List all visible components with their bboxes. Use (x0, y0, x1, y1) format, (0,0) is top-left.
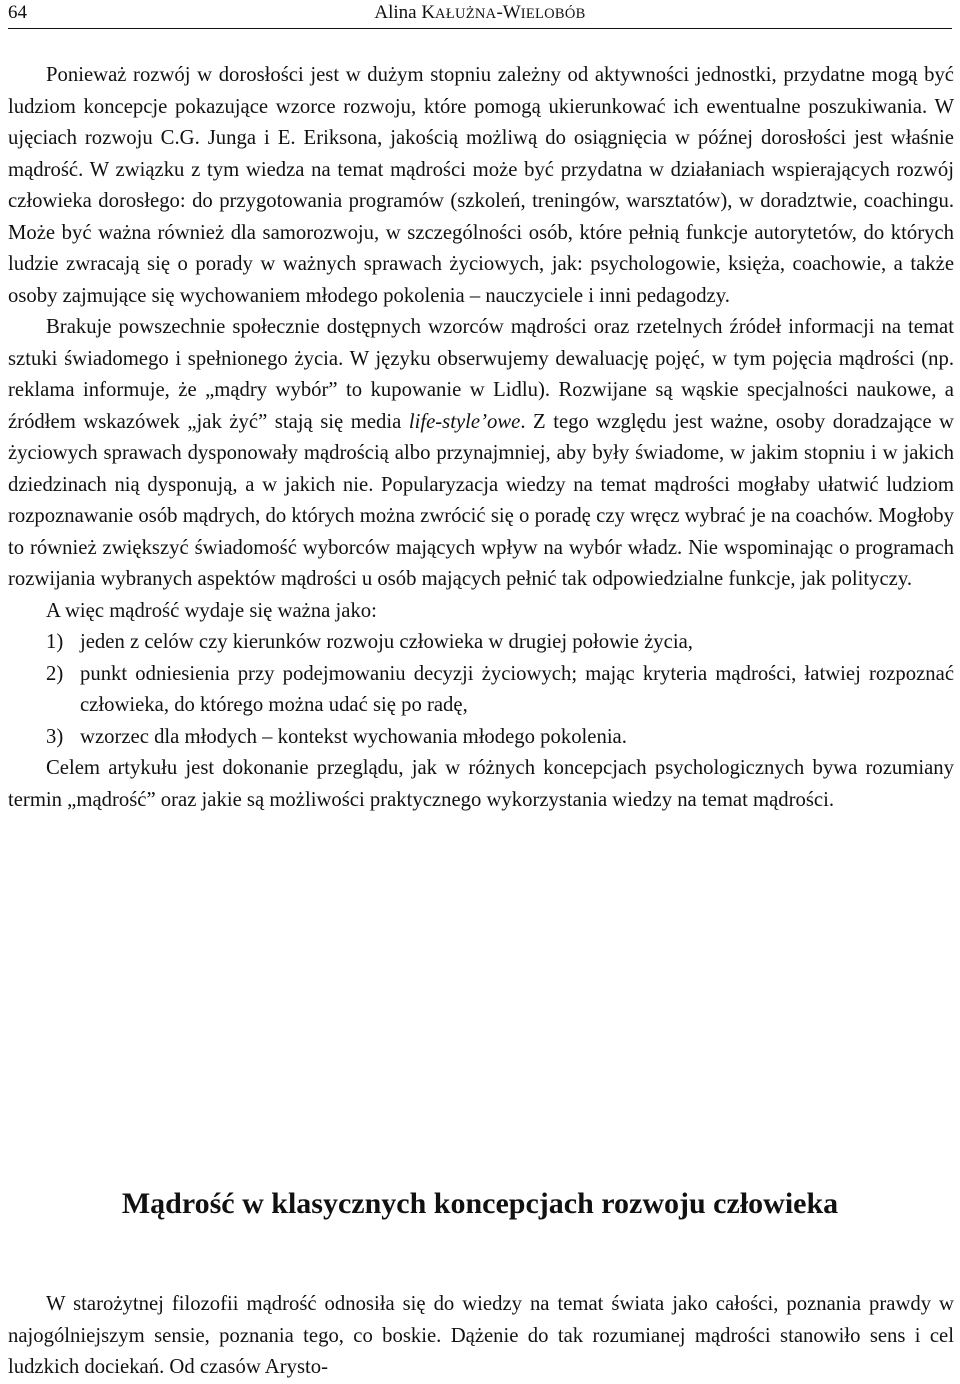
closing-paragraph: Celem artykułu jest dokonanie przeglądu, jak w różnych koncepcjach psychologicznych bywa rozumiany termin „mądrość” oraz jakie są możliwości praktycznego wykorzystania wiedzy na temat mądrości. (8, 757, 954, 811)
author-first: Alina (374, 2, 422, 23)
list-item (8, 722, 954, 754)
running-head-author (8, 2, 952, 24)
paragraph-2-italic: life-style’owe (408, 410, 521, 433)
list-item-number: 1) (46, 631, 64, 653)
list-item-text: jeden z celów czy kierunków rozwoju człowieka w drugiej połowie życia, (80, 631, 693, 653)
page-number: 64 (8, 2, 27, 23)
list-intro: A więc mądrość wydaje się ważna jako: (46, 599, 377, 622)
section-paragraph: W starożytnej filozofii mądrość odnosiła się do wiedzy na temat świata jako całości, poznania prawdy w najogólniejszym sensie, poznania tego, co boskie. Dążenie do tak rozumianej mądrości stanowiło sens i cel ludzkich dociekań. Od czasów Arysto- (8, 1293, 954, 1378)
author-sc2: IELOBÓB (520, 6, 586, 22)
paragraph-1: Ponieważ rozwój w dorosłości jest w dużym stopniu zależny od aktywności jednostki, przydatne mogą być ludziom koncepcje pokazujące wzorce rozwoju, które pomogą ukierunkować ich ewentualne poszukiwania. W ujęciach rozwoju C.G. Junga i E. Eriksona, jakością możliwą do osiągnięcia w późnej dorosłości jest właśnie mądrość. W związku z tym wiedza na temat mądrości może być przydatna w działaniach wspierających rozwój człowieka dorosłego: do przygotowania programów (szkoleń, treningów, warsztatów), w doradztwie, coachingu. Może być ważna również dla samorozwoju, w szczególności osób, które pełnią funkcje autorytetów, do których ludzie zwracają się o porady w ważnych sprawach życiowych, jak: psychologowie, księża, coachowie, a także osoby zajmujące się wychowaniem młodego pokolenia – nauczyciele i inni pedagodzy. (8, 64, 954, 307)
running-header (8, 0, 952, 29)
list-item (8, 627, 954, 659)
section-heading: Mądrość w klasycznych koncepcjach rozwoju człowieka (121, 1187, 839, 1220)
list-item-text: punkt odniesienia przy podejmowaniu decyzji życiowych; mając kryteria mądrości, łatwiej rozpoznać człowieka, do którego można udać się po radę, (80, 662, 954, 716)
author-dash: -W (496, 2, 521, 23)
section-text (8, 1289, 954, 1384)
paragraph-2-text: Brakuje powszechnie społecznie dostępnych wzorców mądrości oraz rzetelnych źródeł informacji na temat sztuki świadomego i spełnionego życia. W języku obserwujemy dewaluację pojęć, w tym pojęcia mądrości (np. reklama informuje, że „mądry wybór” to kupowanie w Lidlu). Rozwijane są wąskie specjalności naukowe, a źródłem wskazówek „jak żyć” stają się media (8, 316, 954, 433)
list-item-text: wzorzec dla młodych – kontekst wychowania młodego pokolenia. (80, 725, 627, 748)
list-item-number: 2) (46, 662, 64, 685)
list-item (8, 659, 954, 722)
author-sc1: AŁUŻNA (435, 6, 497, 22)
author-k: K (421, 2, 436, 23)
main-text (8, 60, 954, 816)
list-item-number: 3) (46, 725, 64, 748)
paragraph-2 (8, 312, 954, 596)
paragraph-2-tail: . Z tego względu jest ważne, osoby doradzające w życiowych sprawach dysponowały mądrością albo przynajmniej, aby były świadome, w jakim stopniu i w jakich dziedzinach nią dysponują, a w jakich nie. Popularyzacja wiedzy na temat mądrości mogłaby ułatwić ludziom rozpoznawanie osób mądrych, do których można zwrócić się o poradę czy wręcz wybrać je na coachów. Mogłoby to również zwiększyć świadomość wyborców mających wpływ na wybór władz. Nie wspominając o programach rozwijania wybranych aspektów mądrości u osób mających pełnić tak odpowiedzialne funkcje, jak polityczy. (8, 410, 954, 590)
importance-list (8, 627, 954, 753)
